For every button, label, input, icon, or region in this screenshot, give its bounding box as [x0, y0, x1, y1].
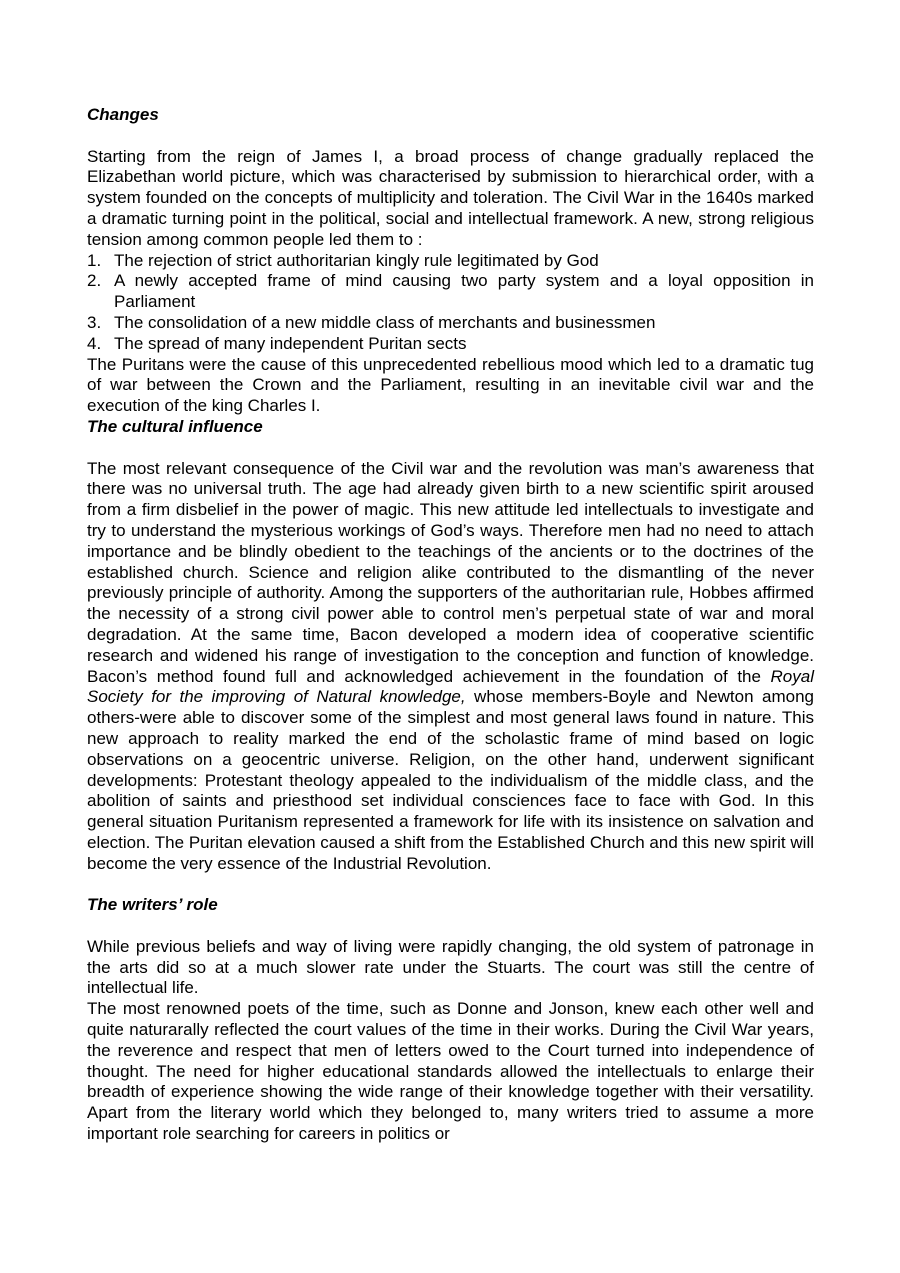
changes-outro-paragraph: The Puritans were the cause of this unprecedented rebellious mood which led to a dramatic tug of war between the Crown and the Parliament, resulting in an inevitable civil war and the execution of the king Charles I. — [87, 354, 814, 416]
writers-paragraph-1: While previous beliefs and way of living were rapidly changing, the old system of patronage in the arts did so at a much slower rate under the Stuarts. The court was still the centre of intellectual life. — [87, 936, 814, 998]
list-item — [87, 271, 814, 313]
document-page — [87, 105, 814, 1145]
cultural-paragraph — [87, 459, 814, 875]
list-item-text: A newly accepted frame of mind causing two party system and a loyal opposition in Parliament — [114, 271, 814, 312]
list-item-text: The consolidation of a new middle class of merchants and businessmen — [114, 312, 656, 332]
list-item — [87, 251, 814, 272]
spacer — [87, 874, 814, 895]
list-item-number: 3. — [87, 312, 102, 332]
heading-writers-role: The writers’ role — [87, 895, 218, 915]
heading-changes: Changes — [87, 105, 159, 124]
list-item — [87, 334, 814, 355]
writers-paragraph-2: The most renowned poets of the time, such as Donne and Jonson, knew each other well and quite naturarally reflected the court values of the time in their works. During the Civil War years, the reverence and respect that men of letters owed to the Court turned into independence of thought. The need for higher educational standards allowed the intellectuals to enlarge their breadth of experience showing the wide range of their knowledge together with their versatility. Apart from the literary world which they belonged to, many writers tried to assume a more important role searching for careers in politics or — [87, 999, 814, 1144]
list-item-number: 4. — [87, 333, 102, 353]
list-item-number: 1. — [87, 250, 102, 270]
list-item-text: The spread of many independent Puritan sects — [114, 333, 467, 353]
list-item — [87, 313, 814, 334]
changes-intro-paragraph: Starting from the reign of James I, a broad process of change gradually replaced the Elizabethan world picture, which was characterised by submission to hierarchical order, with a system founded on the concepts of multiplicity and toleration. The Civil War in the 1640s marked a dramatic turning point in the political, social and intellectual framework. A new, strong religious tension among common people led them to : — [87, 146, 814, 249]
cultural-text-part2: whose members-Boyle and Newton among others-were able to discover some of the simplest and most general laws found in nature. This new approach to reality marked the end of the scholastic frame of mind based on logic observations on a geocentric universe. Religion, on the other hand, underwent significant developments: Protestant theology appealed to the individualism of the middle class, and the abolition of saints and priesthood set individual consciences face to face with God. In this general situation Puritanism represented a framework for life with its insistence on salvation and election. The Puritan elevation caused a shift from the Established Church and this new spirit will become the very essence of the Industrial Revolution. — [87, 687, 814, 873]
heading-cultural-influence: The cultural influence — [87, 416, 263, 436]
changes-list — [87, 251, 814, 355]
list-item-text: The rejection of strict authoritarian kingly rule legitimated by God — [114, 250, 599, 270]
spacer — [87, 438, 814, 459]
list-item-number: 2. — [87, 271, 102, 291]
cultural-text-part1: The most relevant consequence of the Civil war and the revolution was man’s awareness that there was no universal truth. The age had already given birth to a new scientific spirit aroused from a firm disbelief in the power of magic. This new attitude led intellectuals to investigate and try to understand the mysterious workings of God’s ways. Therefore men had no need to attach importance and be blindly obedient to the teachings of the ancients or to the doctrines of the established church. Science and religion alike contributed to the dismantling of the never previously principle of authority. Among the supporters of the authoritarian rule, Hobbes affirmed the necessity of a strong civil power able to control men’s perpetual state of war and moral degradation. At the same time, Bacon developed a modern idea of cooperative scientific research and widened his range of investigation to the conception and function of knowledge. Bacon’s method found full and acknowledged achievement in the foundation of the — [87, 458, 814, 686]
royal-society-title: Royal Society for the improving of Natural knowledge, — [87, 666, 814, 707]
spacer — [87, 916, 814, 937]
spacer — [87, 126, 814, 147]
